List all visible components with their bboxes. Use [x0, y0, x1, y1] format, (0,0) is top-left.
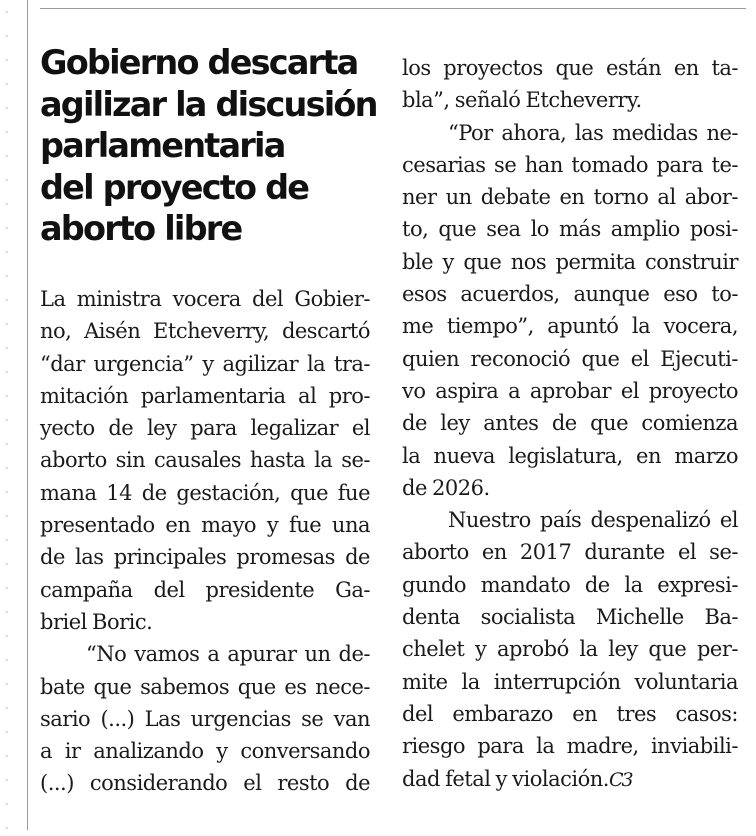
body-line: sario (...) Las urgencias se van — [40, 706, 370, 731]
body-line: briel Boric. — [40, 609, 153, 634]
headline-line: Gobierno descarta — [40, 43, 358, 82]
body-line: chelet y aprobó la ley que per- — [402, 637, 738, 662]
body-line: riesgo para la madre, inviabili- — [402, 734, 738, 759]
body-line: la nueva legislatura, en marzo — [402, 443, 738, 468]
article-body-left-column — [40, 283, 370, 800]
body-line: ble y que nos permita construir — [402, 249, 738, 274]
body-line: aborto en 2017 durante el se- — [402, 540, 738, 565]
body-line: los proyectos que están en ta- — [402, 56, 738, 80]
body-line: me tiempo”, apuntó la vocera, — [402, 314, 738, 339]
body-line: del embarazo en tres casos: — [402, 701, 738, 726]
body-line: de ley antes de que comienza — [402, 411, 738, 436]
body-line: Nuestro país despenalizó el — [448, 508, 738, 533]
column-divider-left — [27, 0, 28, 830]
body-line: ner un debate en torno al abor- — [402, 185, 738, 210]
headline-line: parlamentaria — [40, 126, 285, 165]
article-end-mark: C3 — [608, 768, 632, 791]
body-line: mitación parlamentaria al pro- — [40, 383, 370, 408]
body-line: de 2026. — [402, 475, 490, 500]
headline-line: aborto libre — [40, 209, 242, 248]
body-line: to, que sea lo más amplio posi- — [402, 217, 738, 242]
body-line: aborto sin causales hasta la se- — [40, 448, 370, 473]
body-line: “No vamos a apurar un de- — [86, 642, 370, 667]
body-line: denta socialista Michelle Ba- — [402, 605, 738, 630]
body-line: bate que sabemos que es nece- — [40, 674, 370, 699]
article-body-right-column — [402, 52, 738, 796]
headline-line: agilizar la discusión — [40, 84, 377, 124]
body-line: quien reconoció que el Ejecuti- — [402, 346, 738, 371]
body-line: “dar urgencia” y agilizar la tra- — [40, 351, 370, 376]
body-line: a ir analizando y conversando — [40, 739, 370, 764]
body-line: (...) considerando el resto de — [40, 771, 370, 796]
body-line: presentado en mayo y fue una — [40, 513, 370, 538]
top-divider — [40, 8, 746, 9]
body-line: de las principales promesas de — [40, 545, 370, 570]
body-line: vo aspira a aprobar el proyecto — [402, 378, 738, 403]
body-line: campaña del presidente Ga- — [40, 577, 370, 602]
body-line: cesarias se han tomado para te- — [402, 152, 738, 177]
body-line: “Por ahora, las medidas ne- — [448, 120, 738, 145]
body-line-text: dad fetal y violación. — [402, 766, 609, 791]
body-line: yecto de ley para legalizar el — [40, 416, 370, 441]
body-line: no, Aisén Etcheverry, descartó — [40, 319, 370, 344]
body-line: La ministra vocera del Gobier- — [40, 287, 370, 311]
body-line: mite la interrupción voluntaria — [402, 669, 738, 694]
margin-dots — [4, 0, 10, 836]
headline-line: del proyecto de — [40, 167, 309, 207]
body-line: mana 14 de gestación, que fue — [40, 480, 370, 505]
article-headline — [40, 42, 377, 250]
body-line-final — [402, 763, 738, 796]
body-line: gundo mandato de la expresi- — [402, 572, 738, 597]
body-line: bla”, señaló Etcheverry. — [402, 88, 642, 113]
body-line: esos acuerdos, aunque eso to- — [402, 282, 738, 307]
